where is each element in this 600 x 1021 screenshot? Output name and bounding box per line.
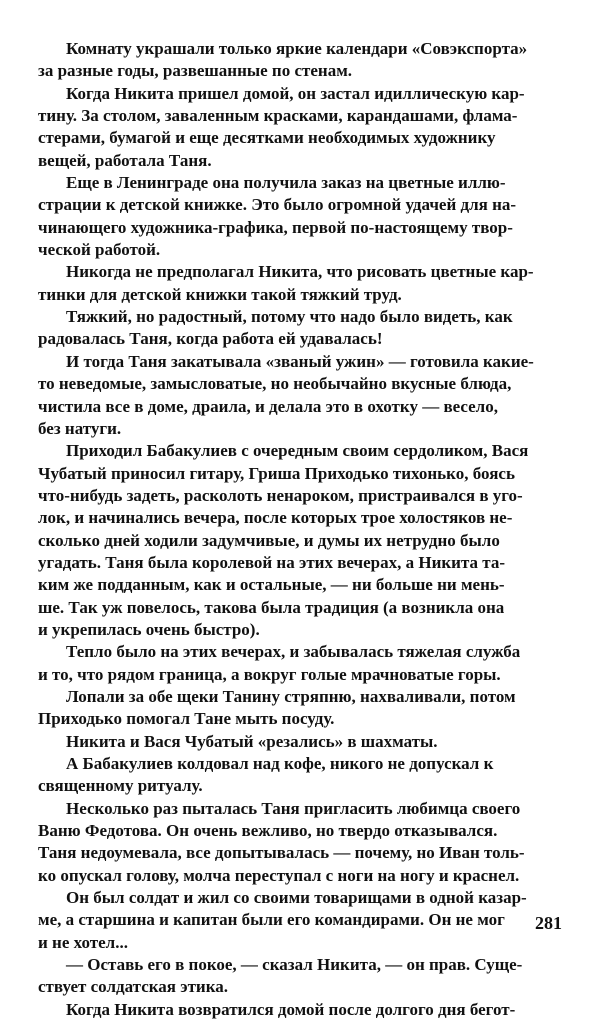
text-line: священному ритуалу. [38, 776, 203, 796]
text-line: радовалась Таня, когда работа ей удавалась! [38, 329, 383, 349]
text-line: А Бабакулиев колдовал над кофе, никого не допускал к [66, 754, 494, 773]
text-line: Когда Никита возвратился домой после долгого дня бегот- [66, 999, 516, 1019]
text-line: ческой работой. [38, 240, 161, 260]
text-line: Приходил Бабакулиев с очередным своим сердоликом, Вася [66, 441, 529, 461]
text-line: и не хотел... [38, 932, 128, 952]
text-line: без натуги. [38, 418, 122, 438]
text-line: Никита и Вася Чубатый «резались» в шахматы. [66, 731, 438, 751]
text-line: ко опускал голову, молча переступал с ноги на ногу и краснел. [38, 865, 520, 885]
text-line: за разные годы, развешанные по стенам. [38, 61, 353, 81]
text-line: Никогда не предполагал Никита, что рисовать цветные кар- [66, 262, 534, 282]
text-line: то неведомые, замысловатые, но необычайно вкусные блюда, [38, 374, 512, 394]
text-line: тину. За столом, заваленным красками, карандашами, флама- [38, 106, 518, 126]
text-line: Чубатый приносил гитару, Гриша Приходько тихонько, боясь [38, 463, 515, 483]
text-line: сколько дней ходили задумчивые, и думы их нетрудно было [38, 530, 500, 550]
text-line: Комнату украшали только яркие календари «Совэкспорта» [66, 39, 528, 58]
text-line: Тепло было на этих вечерах, и забывалась тяжелая служба [66, 642, 521, 662]
page-number: 281 [535, 913, 562, 933]
page-text [38, 38, 560, 1021]
text-line: Он был солдат и жил со своими товарищами в одной казар- [66, 888, 527, 908]
text-line: ствует солдатская этика. [38, 977, 229, 997]
text-line: И тогда Таня закатывала «званый ужин» — готовила какие- [66, 351, 534, 371]
text-line: угадать. Таня была королевой на этих вечерах, а Никита та- [38, 552, 505, 572]
text-line: и укрепилась очень быстро). [38, 619, 260, 639]
text-line: тинки для детской книжки такой тяжкий труд. [38, 284, 402, 304]
text-line: Несколько раз пыталась Таня пригласить любимца своего [66, 798, 521, 818]
text-line: ме, а старшина и капитан были его командирами. Он не мог [38, 910, 505, 930]
text-line: чинающего художника-графика, первой по-настоящему твор- [38, 217, 513, 237]
text-line: Ваню Федотова. Он очень вежливо, но твердо отказывался. [38, 821, 498, 841]
text-line: Лопали за обе щеки Танину стряпню, нахваливали, потом [66, 686, 516, 706]
text-line: ким же подданным, как и остальные, — ни больше ни мень- [38, 575, 505, 595]
text-line: и то, что рядом граница, а вокруг голые мрачноватые горы. [38, 664, 501, 684]
text-line: стерами, бумагой и еще десятками необходимых художнику [38, 128, 496, 148]
text-line: — Оставь его в покое, — сказал Никита, — он прав. Суще- [66, 955, 523, 975]
text-line: Таня недоумевала, все допытывалась — почему, но Иван толь- [38, 843, 525, 863]
text-line: чистила все в доме, драила, и делала это в охотку — весело, [38, 396, 498, 416]
text-line: страции к детской книжке. Это было огромной удачей для на- [38, 195, 517, 215]
text-line: Когда Никита пришел домой, он застал идиллическую кар- [66, 83, 525, 103]
text-line: Еще в Ленинграде она получила заказ на цветные иллю- [66, 173, 506, 193]
text-line: лок, и начинались вечера, после которых трое холостяков не- [38, 508, 513, 528]
text-line: Тяжкий, но радостный, потому что надо было видеть, как [66, 307, 513, 327]
text-line: Приходько помогал Тане мыть посуду. [38, 709, 335, 729]
text-line: ше. Так уж повелось, такова была традиция (а возникла она [38, 597, 505, 617]
text-line: что-нибудь задеть, расколоть ненароком, пристраивался в уго- [38, 485, 523, 505]
text-line: вещей, работала Таня. [38, 150, 212, 170]
